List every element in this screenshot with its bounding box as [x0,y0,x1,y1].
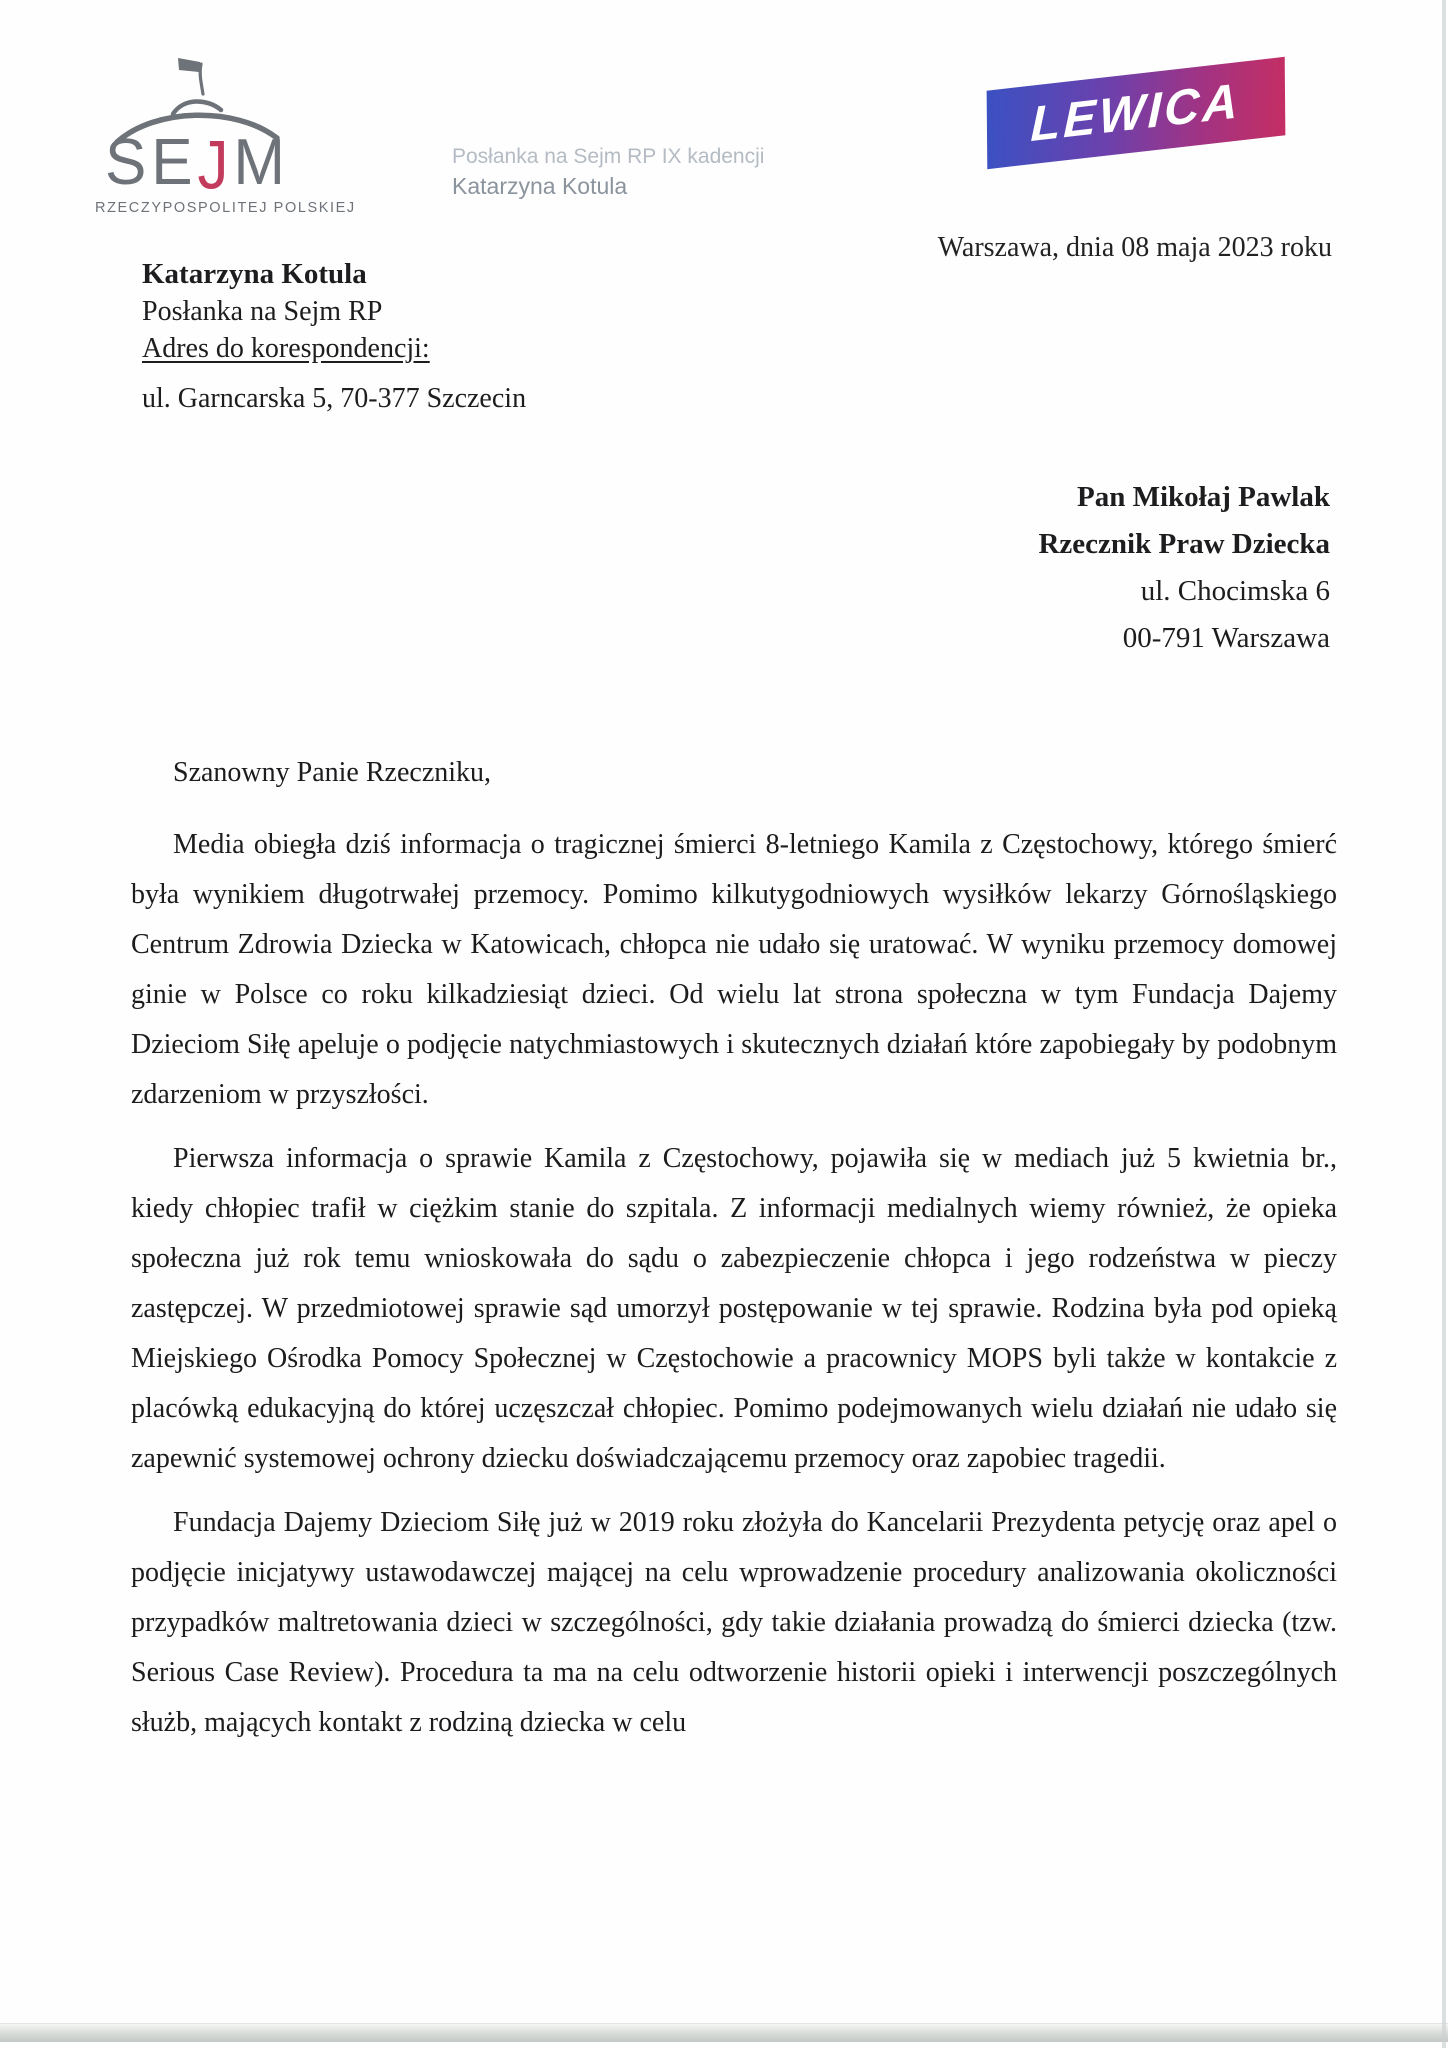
sender-address-label: Adres do korespondencji: [142,333,430,364]
sejm-letter-j: J [197,127,229,204]
letterhead-deputy-block [452,143,764,202]
sender-name: Katarzyna Kotula [142,258,367,290]
sejm-wordmark [105,126,285,204]
date-line: Warszawa, dnia 08 maja 2023 roku [937,232,1332,263]
sejm-letter-s: S [105,126,147,199]
sejm-letter-e: E [151,126,193,199]
paragraph-3: Fundacja Dajemy Dzieciom Siłę już w 2019 roku złożyła do Kancelarii Prezydenta petycję oraz apel o podjęcie inicjatywy ustawodawczej mającej na celu wprowadzenie procedury analizowania okoliczności przypadków maltretowania dzieci w szczególności, gdy takie działania prowadzą do śmierci dziecka (tzw. Serious Case Review). Procedura ta ma na celu odtworzenie historii opieki i interwencji poszczególnych służb, mających kontakt z rodziną dziecka w celu [131,1507,1337,1738]
deputy-role-line: Posłanka na Sejm RP IX kadencji [452,145,765,168]
recipient-street: ul. Chocimska 6 [1140,575,1330,607]
recipient-block [1038,474,1330,662]
recipient-title: Rzecznik Praw Dziecka [1038,528,1330,560]
sejm-logo [95,48,356,223]
paragraph-1: Media obiegła dziś informacja o tragicznej śmierci 8-letniego Kamila z Częstochowy, którego śmierć była wynikiem długotrwałej przemocy. Pomimo kilkutygodniowych wysiłków lekarzy Górnośląskiego Centrum Zdrowia Dziecka w Katowicach, chłopca nie udało się uratować. W wyniku przemocy domowej ginie w Polsce co roku kilkadziesiąt dzieci. Od wielu lat strona społeczna w tym Fundacja Dajemy Dzieciom Siłę apeluje o podjęcie natychmiastowych i skutecznych działań które zapobiegały by podobnym zdarzeniom w przyszłości. [131,829,1337,1110]
lewica-logo [987,57,1286,169]
recipient-name: Pan Mikołaj Pawlak [1077,481,1330,513]
sejm-letter-m: M [233,126,285,199]
recipient-city: 00-791 Warszawa [1122,622,1330,654]
lewica-wordmark: LEWICA [1030,73,1242,153]
paragraph-2: Pierwsza informacja o sprawie Kamila z Częstochowy, pojawiła się w mediach już 5 kwietnia br., kiedy chłopiec trafił w ciężkim stanie do szpitala. Z informacji medialnych wiemy również, że opieka społeczna już rok temu wnioskowała do sądu o zabezpieczenie chłopca i jego rodzeństwa w pieczy zastępczej. W przedmiotowej sprawie sąd umorzył postępowanie w tej sprawie. Rodzina była pod opieką Miejskiego Ośrodka Pomocy Społecznej w Częstochowie a pracownicy MOPS byli także w kontakcie z placówką edukacyjną do której uczęszczał chłopiec. Pomimo podejmowanych wielu działań nie udało się zapewnić systemowej ochrony dziecku doświadczającemu przemocy oraz zapobiec tragedii. [131,1143,1337,1474]
sender-role: Posłanka na Sejm RP [142,296,383,327]
letter-body [131,748,1337,1762]
sender-address: ul. Garncarska 5, 70-377 Szczecin [142,383,527,414]
deputy-name-line: Katarzyna Kotula [452,173,628,200]
scan-bottom-edge [0,2023,1448,2042]
sejm-logo-subtitle: RZECZYPOSPOLITEJ POLSKIEJ [95,200,356,216]
sender-block [142,256,526,417]
scan-right-edge [1442,0,1446,2048]
salutation: Szanowny Panie Rzeczniku, [173,757,492,788]
